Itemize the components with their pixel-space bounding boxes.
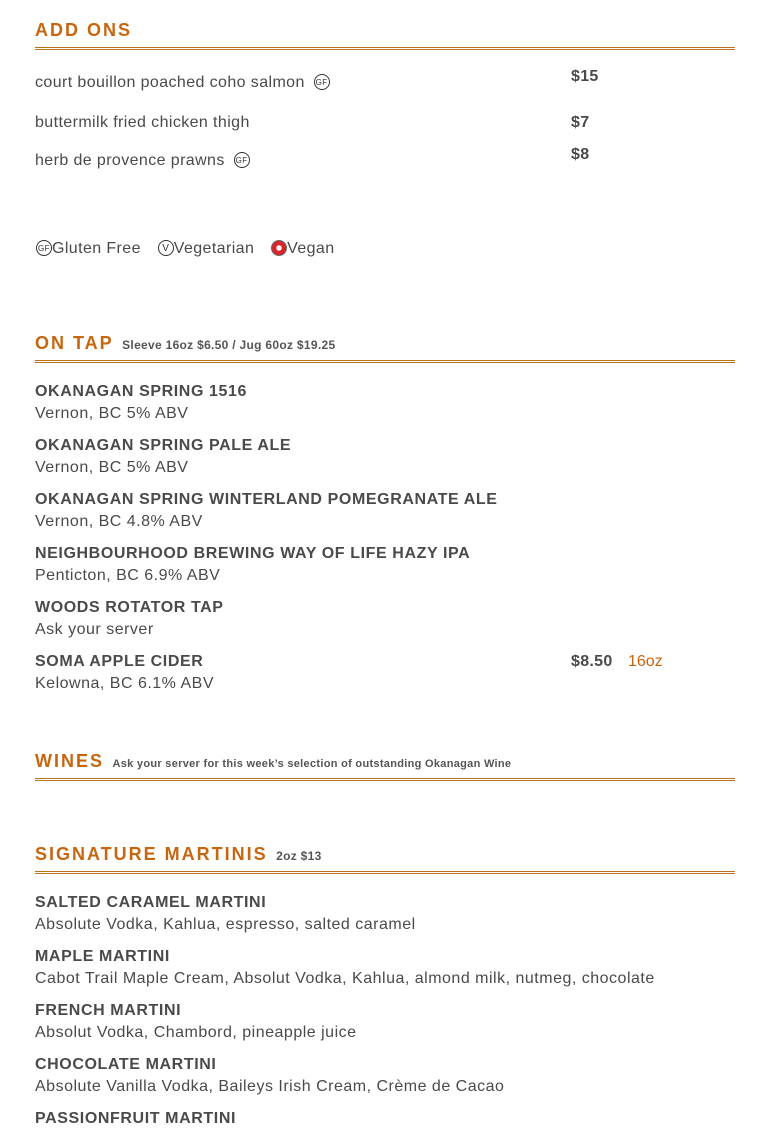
tap-desc: Kelowna, BC 6.1% ABV (35, 675, 214, 692)
cider-price: $8.50 (571, 653, 613, 670)
martini-desc: Absolute Vodka, Kahlua, espresso, salted caramel (35, 916, 416, 933)
tap-desc: Ask your server (35, 621, 154, 638)
add-on-item (35, 74, 735, 92)
on-tap-header (35, 333, 735, 363)
add-on-name: buttermilk fried chicken thigh (35, 114, 250, 131)
martini-item (35, 1056, 735, 1096)
tap-desc: Vernon, BC 5% ABV (35, 459, 189, 476)
add-ons-header (35, 20, 735, 50)
gluten-free-icon: GF (234, 152, 250, 168)
legend-vegan: Vegan (287, 240, 335, 257)
tap-name: SOMA APPLE CIDER (35, 653, 204, 670)
tap-name: NEIGHBOURHOOD BREWING WAY OF LIFE HAZY IPA (35, 545, 471, 562)
wines-subtitle: Ask your server for this week’s selection of outstanding Okanagan Wine (112, 758, 512, 770)
vegan-icon (271, 240, 287, 256)
martini-item (35, 1002, 735, 1042)
martinis-title: SIGNATURE MARTINIS (35, 844, 268, 864)
tap-item (35, 383, 735, 423)
tap-item (35, 437, 735, 477)
tap-name: OKANAGAN SPRING PALE ALE (35, 437, 292, 454)
martini-item (35, 894, 735, 934)
martini-name: PASSIONFRUIT MARTINI (35, 1110, 237, 1127)
martini-desc: Cabot Trail Maple Cream, Absolut Vodka, Kahlua, almond milk, nutmeg, chocolate (35, 970, 655, 987)
martini-name: FRENCH MARTINI (35, 1002, 182, 1019)
martinis-subtitle: 2oz $13 (276, 849, 322, 863)
martinis-header (35, 844, 735, 874)
tap-name: OKANAGAN SPRING 1516 (35, 383, 248, 400)
tap-name: WOODS ROTATOR TAP (35, 599, 224, 616)
martini-item (35, 1110, 735, 1128)
martini-item (35, 948, 735, 988)
cider-size: 16oz (628, 653, 663, 670)
tap-desc: Penticton, BC 6.9% ABV (35, 567, 221, 584)
gluten-free-icon: GF (36, 240, 52, 256)
martini-name: CHOCOLATE MARTINI (35, 1056, 217, 1073)
on-tap-title: ON TAP (35, 333, 114, 353)
add-on-price: $8 (571, 146, 590, 163)
dietary-legend (36, 240, 347, 258)
vegetarian-icon: V (158, 240, 174, 256)
tap-desc: Vernon, BC 5% ABV (35, 405, 189, 422)
wines-title: WINES (35, 751, 105, 771)
add-on-name: herb de provence prawns (35, 152, 225, 169)
legend-gluten-free: Gluten Free (52, 240, 141, 257)
martini-desc: Absolute Vanilla Vodka, Baileys Irish Cream, Crème de Cacao (35, 1078, 505, 1095)
on-tap-subtitle: Sleeve 16oz $6.50 / Jug 60oz $19.25 (122, 338, 336, 352)
add-on-price: $7 (571, 114, 590, 131)
martini-name: SALTED CARAMEL MARTINI (35, 894, 267, 911)
add-on-name: court bouillon poached coho salmon (35, 74, 305, 91)
add-on-item (35, 152, 735, 170)
tap-item (35, 599, 735, 639)
martini-desc: Absolut Vodka, Chambord, pineapple juice (35, 1024, 357, 1041)
tap-item (35, 491, 735, 531)
martini-name: MAPLE MARTINI (35, 948, 170, 965)
add-on-item (35, 114, 735, 132)
wines-header (35, 751, 735, 781)
tap-desc: Vernon, BC 4.8% ABV (35, 513, 203, 530)
add-ons-title: ADD ONS (35, 20, 133, 40)
tap-item (35, 545, 735, 585)
add-on-price: $15 (571, 68, 599, 85)
legend-vegetarian: Vegetarian (173, 240, 255, 257)
gluten-free-icon: GF (314, 74, 330, 90)
tap-name: OKANAGAN SPRING WINTERLAND POMEGRANATE ALE (35, 491, 498, 508)
